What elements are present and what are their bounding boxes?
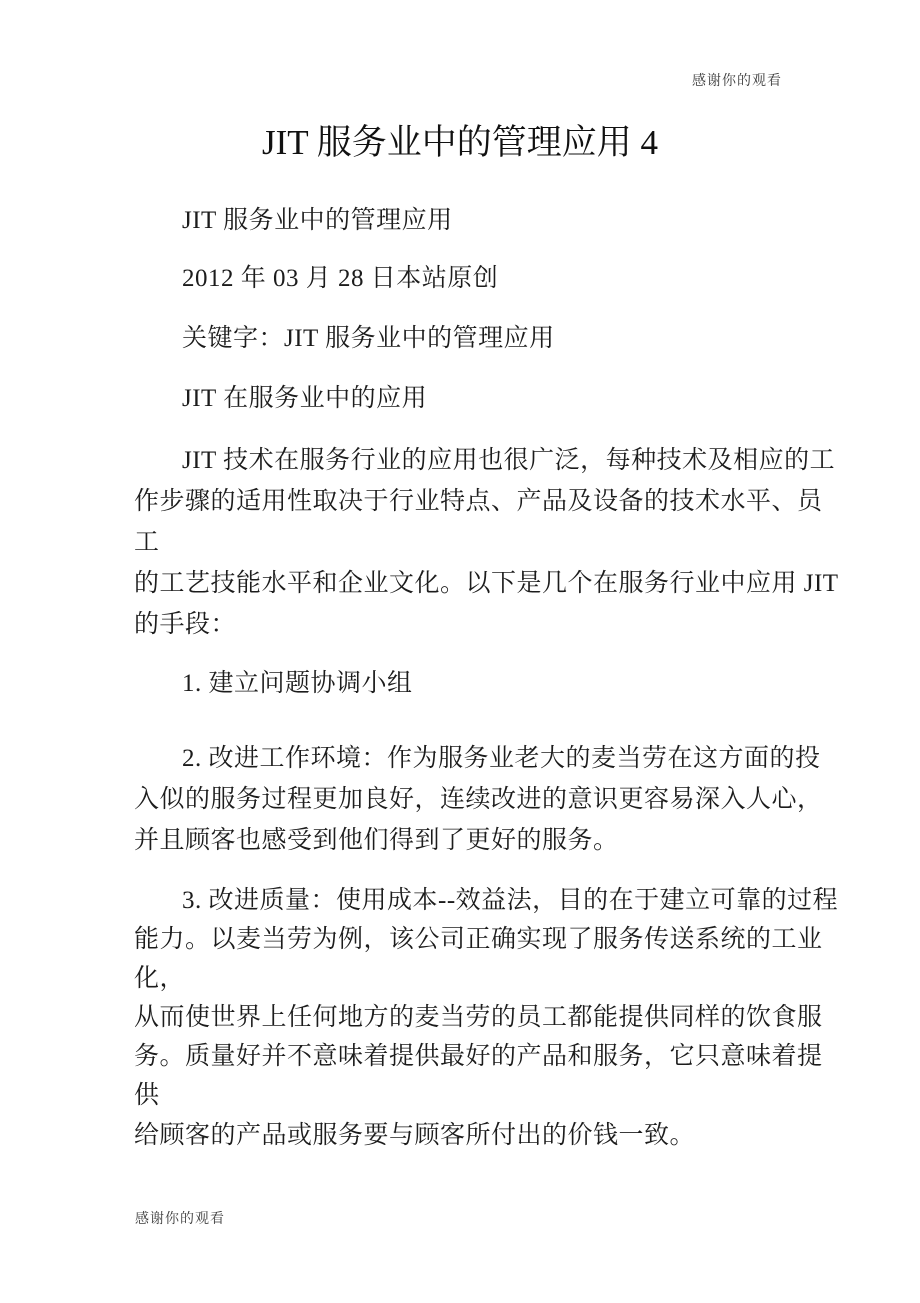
text-line: 务。质量好并不意味着提供最好的产品和服务，它只意味着提 [134,1043,823,1070]
text-line: 2. 改进工作环境：作为服务业老大的麦当劳在这方面的投 [182,745,821,772]
paragraph-item-3-cont [134,998,920,1115]
text-line: 作步骤的适用性取决于行业特点、产品及设备的技术水平、员 [134,488,823,515]
text-line: 3. 改进质量：使用成本--效益法，目的在于建立可靠的过程 [182,887,839,914]
text-line: 给顾客的产品或服务要与顾客所付出的价钱一致。 [134,1122,696,1149]
text-line: 能力。以麦当劳为例，该公司正确实现了服务传送系统的工业 [134,926,823,953]
paragraph-item-3 [134,881,920,998]
document-body [134,200,920,1156]
text-line: 从而使世界上任何地方的麦当劳的员工都能提供同样的饮食服 [134,1004,823,1031]
paragraph-date [134,258,920,299]
text-line: 供 [134,1082,160,1109]
text-line: 的工艺技能水平和企业文化。以下是几个在服务行业中应用 JIT [134,570,839,597]
text-line: JIT 服务业中的管理应用 [182,207,453,234]
paragraph-item-1 [134,663,920,704]
header-note: 感谢你的观看 [692,72,782,88]
paragraph-item-2 [134,738,920,861]
text-line: 1. 建立问题协调小组 [182,670,413,697]
text-line: 关键字：JIT 服务业中的管理应用 [182,325,555,352]
text-line: JIT 在服务业中的应用 [182,385,428,412]
paragraph-subtitle [134,378,920,419]
text-line: 工 [134,529,160,556]
paragraph-item-3-end [134,1115,920,1156]
text-line: 2012 年 03 月 28 日本站原创 [182,265,499,292]
footer-note: 感谢你的观看 [135,1210,225,1226]
paragraph-meta-title [134,200,920,241]
page-title: JIT 服务业中的管理应用 4 [261,123,659,162]
text-line: JIT 技术在服务行业的应用也很广泛，每种技术及相应的工 [182,447,836,474]
paragraph-keywords [134,318,920,359]
text-line: 入似的服务过程更加良好，连续改进的意识更容易深入人心， [134,786,823,813]
text-line: 并且顾客也感受到他们得到了更好的服务。 [134,827,619,854]
paragraph-intro [134,440,920,645]
text-line: 的手段： [134,611,237,638]
text-line: 化， [134,965,186,992]
